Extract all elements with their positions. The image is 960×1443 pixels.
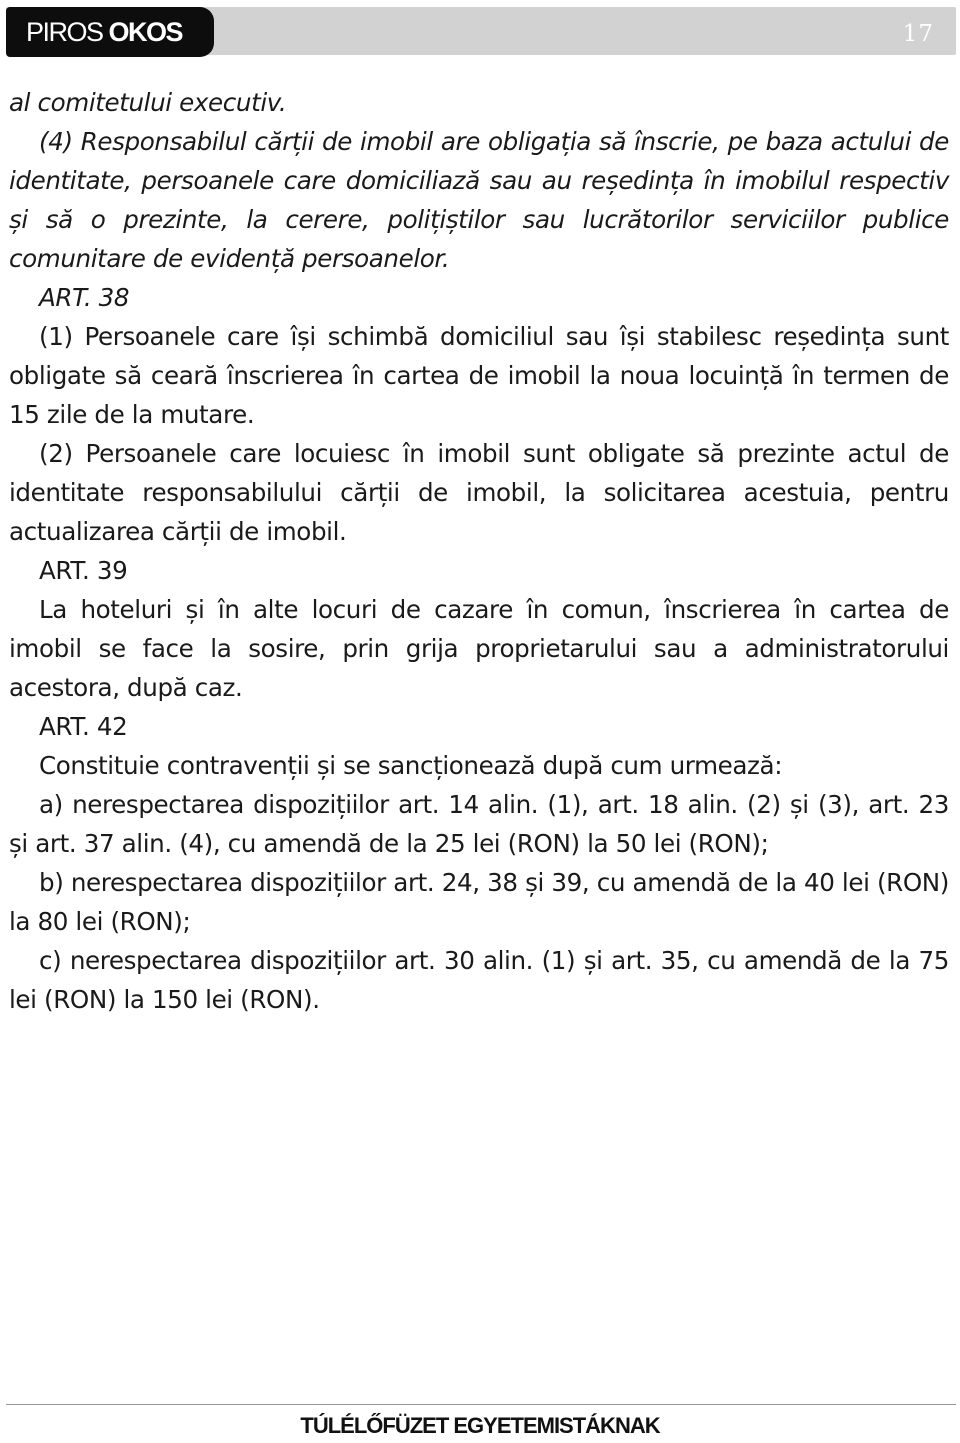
- paragraph-art42-intro: Constituie contravenții și se sancționează după cum urmează:: [39, 751, 783, 780]
- article-39-heading: ART. 39: [39, 556, 128, 585]
- paragraph-art38-1: (1) Persoanele care își schimbă domiciliul sau își stabilesc reședința sunt obligate să ceară înscrierea în cartea de imobil la noua locuință în termen de 15 zile de la mutare.: [9, 322, 949, 429]
- brand-word-okos: OKOS: [108, 17, 183, 47]
- paragraph-art39: La hoteluri și în alte locuri de cazare în comun, înscrierea în cartea de imobil se face la sosire, prin grija proprietarului sau a administratorului acestora, după caz.: [9, 595, 949, 702]
- paragraph-art37-4: (4) Responsabilul cărții de imobil are obligația să înscrie, pe baza actului de identitate, persoanele care domiciliază sau au reședința în imobilul respectiv și să o prezinte, la cerere, polițiștilor sau lucrătorilor serviciilor publice comunitare de evidență persoanelor.: [9, 127, 949, 273]
- list-item-b: b) nerespectarea dispozițiilor art. 24, 38 și 39, cu amendă de la 40 lei (RON) la 80 lei (RON);: [9, 868, 949, 936]
- list-item-c: c) nerespectarea dispozițiilor art. 30 alin. (1) și art. 35, cu amendă de la 75 lei (RON) la 150 lei (RON).: [9, 946, 949, 1014]
- list-item-a: a) nerespectarea dispozițiilor art. 14 alin. (1), art. 18 alin. (2) și (3), art. 23 și art. 37 alin. (4), cu amendă de la 25 lei (RON) la 50 lei (RON);: [9, 790, 949, 858]
- brand-title: [26, 18, 182, 46]
- document-body: [9, 83, 949, 1019]
- paragraph-art38-2: (2) Persoanele care locuiesc în imobil sunt obligate să prezinte actul de identitate responsabilului cărții de imobil, la solicitarea acestuia, pentru actualizarea cărții de imobil.: [9, 439, 949, 546]
- page-header: [6, 7, 956, 55]
- page-number: 17: [902, 21, 934, 47]
- footer-title: TÚLÉLŐFÜZET EGYETEMISTÁKNAK: [300, 1413, 660, 1438]
- brand-logo: [6, 7, 214, 57]
- footer-divider: [6, 1404, 956, 1405]
- paragraph-continuation: al comitetului executiv.: [9, 88, 287, 117]
- article-38-heading: ART. 38: [39, 283, 130, 312]
- article-42-heading: ART. 42: [39, 712, 128, 741]
- brand-word-piros: PIROS: [26, 17, 103, 47]
